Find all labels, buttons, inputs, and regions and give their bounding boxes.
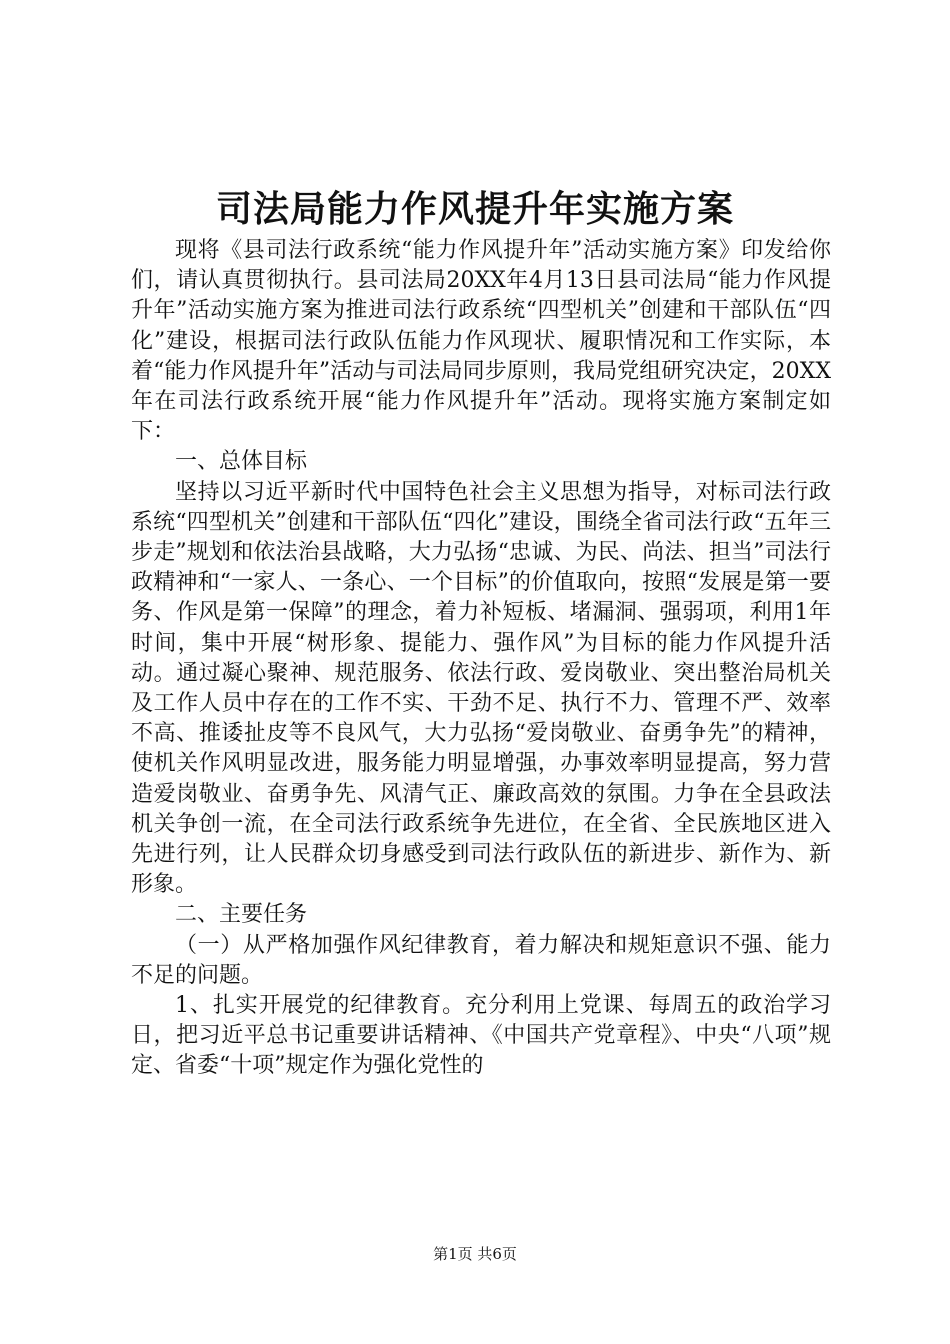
document-title: 司法局能力作风提升年实施方案 xyxy=(215,189,734,230)
section-heading-overall-goal: 一、总体目标 xyxy=(175,449,308,475)
section-heading-main-tasks: 二、主要任务 xyxy=(175,902,308,928)
task-item-1-paragraph: 1、扎实开展党的纪律教育。充分利用上党课、每周五的政治学习日，把习近平总书记重要讲话精神、《中国共产党章程》、中央“八项”规定、省委“十项”规定作为强化党性的 xyxy=(131,993,831,1079)
document-body xyxy=(131,236,831,1082)
subsection-heading-discipline: （一）从严格加强作风纪律教育，着力解决和规矩意识不强、能力不足的问题。 xyxy=(131,932,831,988)
page-footer: 第1页 共6页 xyxy=(433,1245,517,1263)
overall-goal-paragraph: 坚持以习近平新时代中国特色社会主义思想为指导，对标司法行政系统“四型机关”创建和干部队伍“四化”建设，围绕全省司法行政“五年三步走”规划和依法治县战略，大力弘扬“忠诚、为民、尚法、担当”司法行政精神和“一家人、一条心、一个目标”的价值取向，按照“发展是第一要务、作风是第一保障”的理念，着力补短板、堵漏洞、强弱项，利用1年时间，集中开展“树形象、提能力、强作风”为目标的能力作风提升活动。通过凝心聚神、规范服务、依法行政、爱岗敬业、突出整治局机关及工作人员中存在的工作不实、干劲不足、执行不力、管理不严、效率不高、推诿扯皮等不良风气，大力弘扬“爱岗敬业、奋勇争先”的精神，使机关作风明显改进，服务能力明显增强，办事效率明显提高，努力营造爱岗敬业、奋勇争先、风清气正、廉政高效的氛围。力争在全县政法机关争创一流，在全司法行政系统争先进位，在全省、全民族地区进入先进行列，让人民群众切身感受到司法行政队伍的新进步、新作为、新形象。 xyxy=(131,479,831,898)
intro-paragraph: 现将《县司法行政系统“能力作风提升年”活动实施方案》印发给你们，请认真贯彻执行。县司法局20XX年4月13日县司法局“能力作风提升年”活动实施方案为推进司法行政系统“四型机关”创建和干部队伍“四化”建设，根据司法行政队伍能力作风现状、履职情况和工作实际，本着“能力作风提升年”活动与司法局同步原则，我局党组研究决定，20XX年在司法行政系统开展“能力作风提升年”活动。现将实施方案制定如下： xyxy=(131,238,831,445)
